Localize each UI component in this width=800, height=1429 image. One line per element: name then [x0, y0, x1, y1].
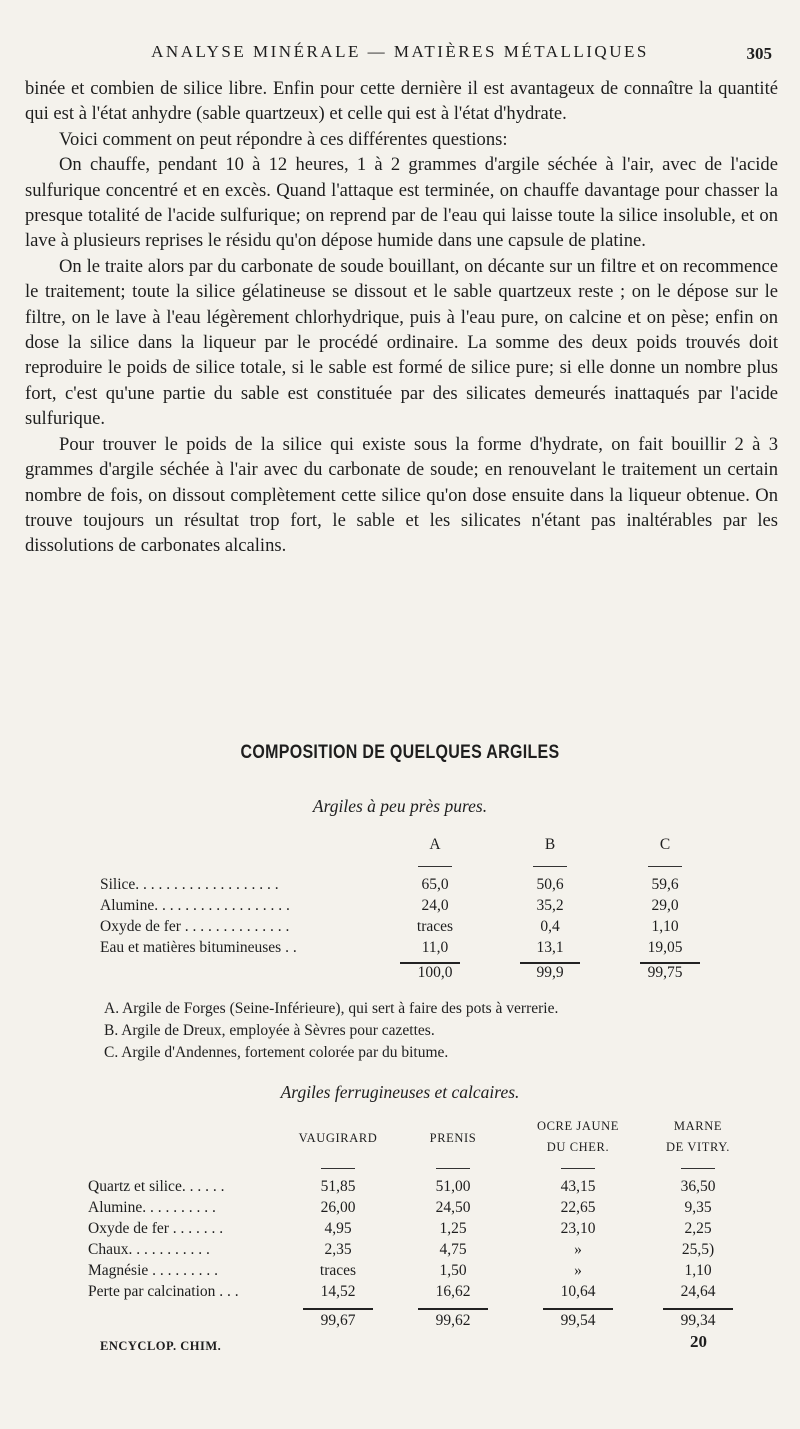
table2-col-header: PRENIS: [429, 1131, 477, 1145]
table-row: [88, 1262, 788, 1284]
row-label: Quartz et silice. . . . . .: [88, 1178, 225, 1195]
table-cell: 16,62: [435, 1283, 471, 1300]
table-cell: 19,05: [647, 939, 683, 956]
table2-col-header-line2: DE VITRY.: [666, 1140, 730, 1154]
table-cell: 11,0: [421, 939, 449, 956]
table2-col-header: VAUGIRARD: [298, 1131, 378, 1145]
table-cell: 9,35: [684, 1199, 712, 1216]
sum-rule: [663, 1308, 733, 1310]
table-cell: 0,4: [540, 918, 560, 935]
table-cell: 59,6: [651, 876, 679, 893]
table-cell: 50,6: [536, 876, 564, 893]
table-total: 100,0: [417, 964, 453, 981]
running-header: [0, 38, 800, 68]
column-dash: [418, 866, 452, 867]
row-label: Oxyde de fer . . . . . . .: [88, 1220, 224, 1237]
sum-rule: [543, 1308, 613, 1310]
note: B. Argile de Dreux, employée à Sèvres pour cazettes.: [104, 1022, 435, 1039]
table-row: [100, 939, 800, 961]
table-cell: 10,64: [560, 1283, 596, 1300]
table-cell: 22,65: [560, 1199, 596, 1216]
page-number: 305: [746, 44, 772, 63]
table-cell: 23,10: [560, 1220, 596, 1237]
paragraph: On chauffe, pendant 10 à 12 heures, 1 à 2 grammes d'argile séchée à l'air, avec de l'acide sulfurique concentré et en excès. Quand l'attaque est terminée, on chauffe davantage pour chasser la presque totalité de l'acide sulfurique; on reprend par de l'eau qui laisse toute la silice insoluble, et on lave à plusieurs reprises le résidu qu'on dépose humide dans une capsule de platine.: [25, 154, 778, 252]
column-dash: [648, 866, 682, 867]
table-cell: 29,0: [651, 897, 679, 914]
footer-sheet-number: 20: [690, 1332, 707, 1351]
table-row: [88, 1283, 788, 1305]
table1-col-header: B: [544, 836, 556, 853]
table-row: [100, 876, 800, 898]
table-cell: 51,00: [435, 1178, 471, 1195]
running-title: ANALYSE MINÉRALE — MATIÈRES MÉTALLIQUES: [151, 42, 649, 61]
table-row: [100, 897, 800, 919]
row-label: Silice. . . . . . . . . . . . . . . . . . .: [100, 876, 279, 893]
table-cell: 1,10: [684, 1262, 712, 1279]
row-label: Oxyde de fer . . . . . . . . . . . . . .: [100, 918, 290, 935]
table-row: [88, 1178, 788, 1200]
column-dash: [321, 1168, 355, 1169]
table2-col-header-line2: DU CHER.: [546, 1140, 610, 1154]
paragraph: binée et combien de silice libre. Enfin pour cette dernière il est avantageux de connaître la quantité qui est à l'état anhydre (sable quartzeux) et celle qui est à l'état d'hydrate.: [25, 78, 778, 125]
sum-rule: [303, 1308, 373, 1310]
table-cell: 4,95: [324, 1220, 352, 1237]
table1-col-header: C: [659, 836, 671, 853]
table-total: 99,67: [320, 1312, 356, 1329]
table-total: 99,75: [647, 964, 683, 981]
table-cell: 35,2: [536, 897, 564, 914]
note: C. Argile d'Andennes, fortement colorée par du bitume.: [104, 1044, 449, 1061]
footer-signature: ENCYCLOP. CHIM.: [100, 1339, 222, 1353]
table2-header-row: [88, 1116, 788, 1156]
table-total: 99,54: [560, 1312, 596, 1329]
table-total-row: [100, 964, 800, 986]
table-cell: 24,50: [435, 1199, 471, 1216]
table-row: [88, 1241, 788, 1263]
section-title: COMPOSITION DE QUELQUES ARGILES: [240, 742, 560, 763]
table-cell: 1,25: [439, 1220, 467, 1237]
column-dash: [533, 866, 567, 867]
body-text: [25, 76, 778, 559]
note: A. Argile de Forges (Seine-Inférieure), qui sert à faire des pots à verrerie.: [104, 1000, 559, 1017]
table-total: 99,34: [680, 1312, 716, 1329]
table2-subtitle: Argiles ferrugineuses et calcaires.: [280, 1082, 520, 1102]
table-cell: 65,0: [421, 876, 449, 893]
table-cell: traces: [319, 1262, 357, 1279]
row-label: Perte par calcination . . .: [88, 1283, 239, 1300]
table-total: 99,62: [435, 1312, 471, 1329]
table-row: [88, 1199, 788, 1221]
table-cell: 24,64: [680, 1283, 716, 1300]
paragraph: On le traite alors par du carbonate de soude bouillant, on décante sur un filtre et on recommence le traitement; toute la silice gélatineuse se dissout et le sable quartzeux reste ; on le dépose sur le filtre, on le lave à l'eau légèrement chlorhydrique, puis à l'eau pure, on calcine et on pèse; enfin on dose la silice dans la liqueur par le procédé ordinaire. La somme des deux poids trouvés doit reproduire le poids de silice totale, si le sable est formé de silice pure; si elle donne un nombre plus fort, c'est qu'une partie du sable est constituée par des silicates demeurés inattaqués par l'acide sulfurique.: [25, 255, 778, 430]
table-total-row: [88, 1312, 788, 1334]
row-label: Chaux. . . . . . . . . . .: [88, 1241, 210, 1258]
table-cell: 14,52: [320, 1283, 356, 1300]
table-cell: traces: [416, 918, 454, 935]
table1-notes: [104, 998, 558, 1064]
row-label: Eau et matières bitumineuses . .: [100, 939, 297, 956]
table-cell: 2,25: [684, 1220, 712, 1237]
table-cell: 43,15: [560, 1178, 596, 1195]
table-cell: 4,75: [439, 1241, 467, 1258]
sum-rule: [418, 1308, 488, 1310]
table-cell: »: [574, 1241, 582, 1258]
table1-col-header: A: [429, 836, 441, 853]
table-cell: 25,5): [681, 1241, 715, 1258]
paragraph: Pour trouver le poids de la silice qui existe sous la forme d'hydrate, on fait bouillir 2 à 3 grammes d'argile séchée à l'air avec du carbonate de soude; en renouvelant le traitement un certain nombre de fois, on dissout complètement cette silice qu'on dose ensuite dans la liqueur obtenue. On trouve toujours un résultat trop fort, le sable et les silicates n'étant pas inaltérables par les dissolutions de carbonates alcalins.: [25, 433, 778, 557]
table2-col-header: MARNE: [673, 1119, 723, 1133]
table-cell: 1,50: [439, 1262, 467, 1279]
column-dash: [436, 1168, 470, 1169]
table-cell: 51,85: [320, 1178, 356, 1195]
table-cell: 1,10: [651, 918, 679, 935]
table-cell: 13,1: [536, 939, 564, 956]
table-cell: 24,0: [421, 897, 449, 914]
table-cell: 26,00: [320, 1199, 356, 1216]
table-row: [100, 918, 800, 940]
table-cell: »: [574, 1262, 582, 1279]
row-label: Alumine. . . . . . . . . . . . . . . . . .: [100, 897, 290, 914]
table-cell: 2,35: [324, 1241, 352, 1258]
table1-header-row: [100, 836, 800, 858]
column-dash: [561, 1168, 595, 1169]
table-total: 99,9: [536, 964, 564, 981]
column-dash: [681, 1168, 715, 1169]
paragraph: Voici comment on peut répondre à ces différentes questions:: [59, 128, 508, 150]
table1-subtitle: Argiles à peu près pures.: [312, 796, 488, 816]
table2-col-header: OCRE JAUNE: [536, 1119, 620, 1133]
row-label: Magnésie . . . . . . . . .: [88, 1262, 219, 1279]
table-cell: 36,50: [680, 1178, 716, 1195]
table-row: [88, 1220, 788, 1242]
row-label: Alumine. . . . . . . . . .: [88, 1199, 216, 1216]
